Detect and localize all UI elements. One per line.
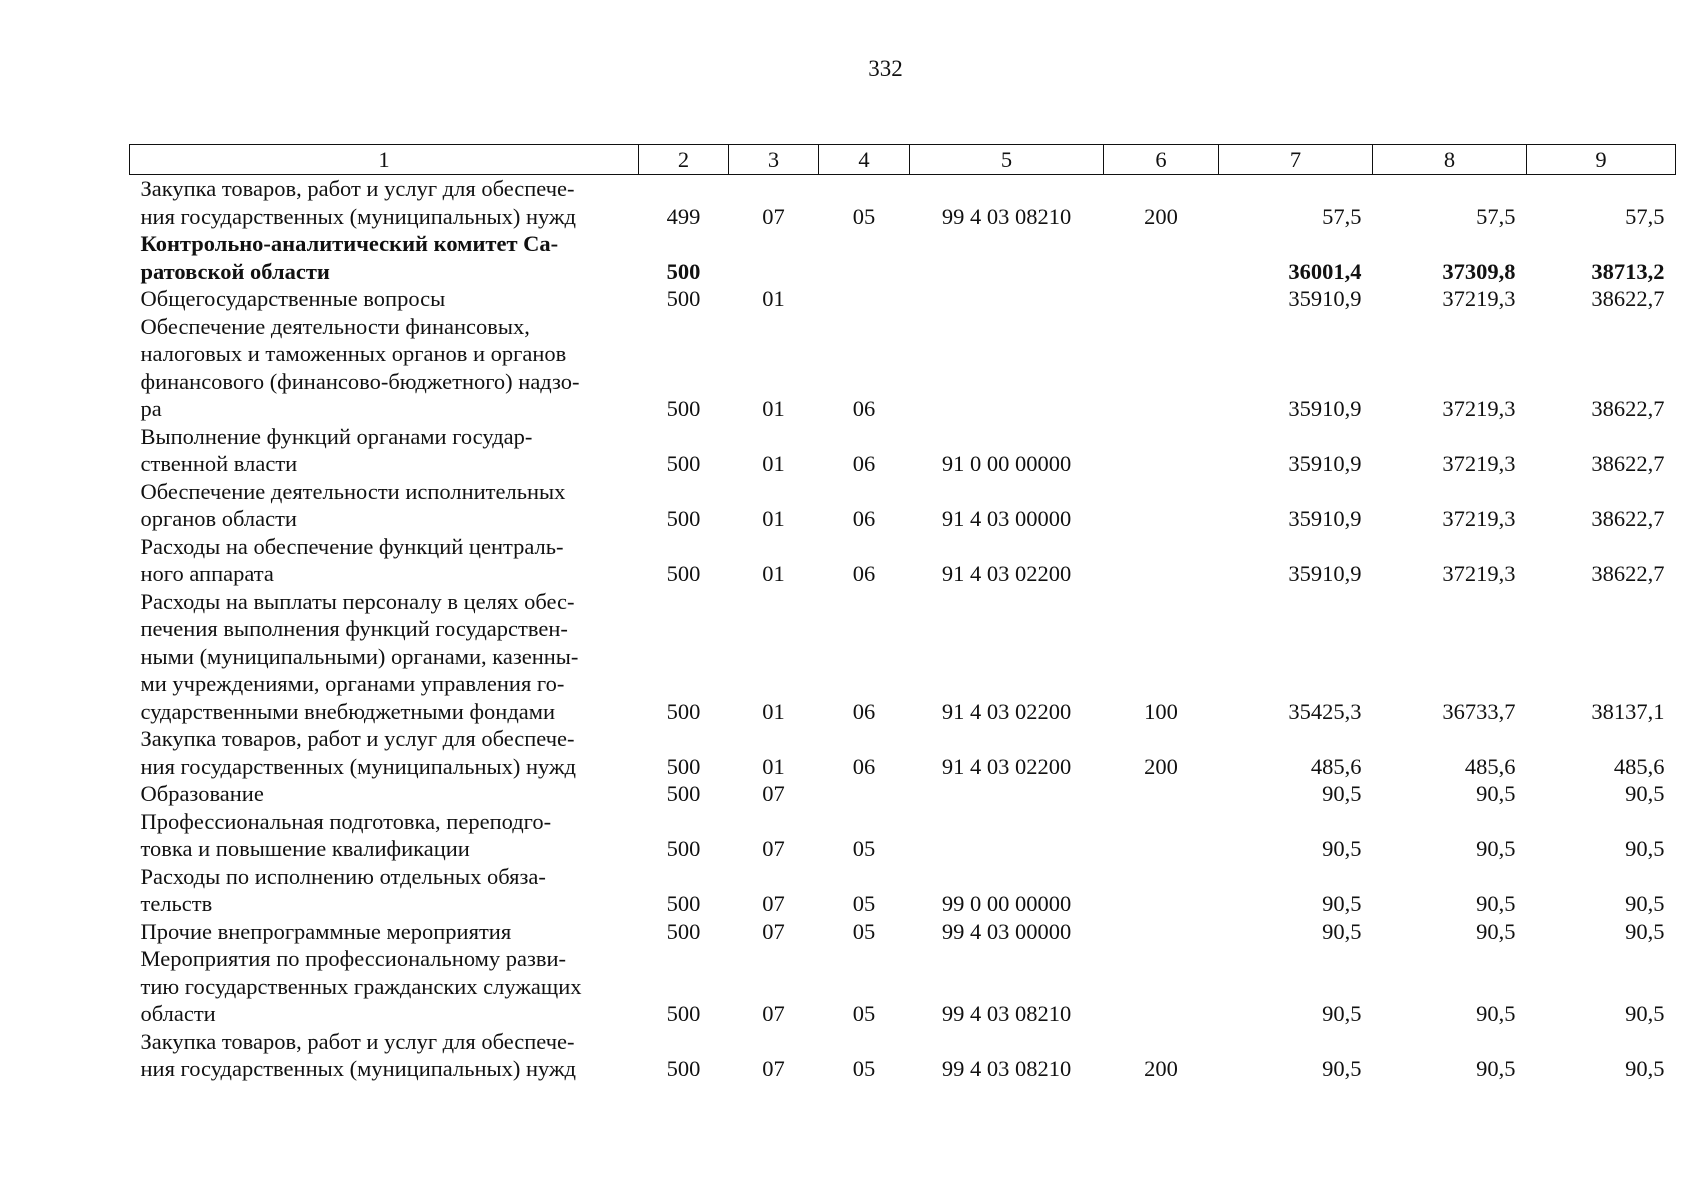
expense-type: 100 [1144, 698, 1178, 724]
amount-year-2: 90,5 [1476, 891, 1516, 916]
admin-code: 500 [666, 1056, 701, 1081]
row-name-line: Выполнение функций органами государ- [140, 423, 533, 449]
row-name-line: тельств [140, 891, 213, 916]
row-name [130, 725, 639, 780]
amount-year-1: 35910,9 [1288, 286, 1362, 311]
section-code: 07 [762, 918, 785, 944]
row-name-line: товка и повышение квалификации [140, 836, 470, 861]
subsection-code: 05 [852, 891, 876, 916]
row-name-line: Прочие внепрограммные мероприятия [140, 918, 512, 944]
admin-code: 500 [666, 396, 701, 421]
target-article: 91 4 03 00000 [941, 506, 1072, 531]
section-code: 07 [762, 891, 785, 916]
expense-type [1104, 808, 1219, 863]
row-name-line: ния государственных (муниципальных) нужд [140, 753, 576, 779]
row-name-line: ния государственных (муниципальных) нужд [140, 203, 576, 229]
row-name-line: ния государственных (муниципальных) нужд [140, 1056, 576, 1081]
column-header: 7 [1219, 145, 1373, 175]
column-header: 5 [910, 145, 1104, 175]
row-name-line: сударственными внебюджетными фондами [140, 698, 556, 724]
subsection-code: 05 [852, 1056, 876, 1081]
section-code [729, 230, 819, 285]
row-name-line: органов области [140, 506, 297, 531]
section-code: 01 [762, 396, 785, 421]
table-row [130, 285, 1676, 313]
expense-type [1104, 918, 1219, 946]
admin-code: 500 [666, 918, 701, 944]
row-name-line: налоговых и таможенных органов и органов [140, 341, 567, 366]
table-row [130, 725, 1676, 780]
row-name [130, 918, 639, 946]
subsection-code [819, 230, 910, 285]
expense-type [1104, 423, 1219, 478]
admin-code: 500 [666, 561, 701, 586]
section-code: 01 [762, 286, 785, 311]
row-name-line: ными (муниципальными) органами, казенны- [140, 643, 579, 669]
expense-type [1104, 313, 1219, 423]
subsection-code: 06 [852, 698, 876, 724]
column-header: 2 [639, 145, 729, 175]
subsection-code [819, 285, 910, 313]
row-name-line: Закупка товаров, работ и услуг для обеспече- [140, 1028, 575, 1054]
admin-code: 500 [666, 836, 701, 861]
amount-year-2: 37219,3 [1442, 451, 1516, 476]
row-name-line: Закупка товаров, работ и услуг для обеспече- [140, 726, 575, 751]
row-name-line: ра [140, 396, 162, 421]
target-article: 91 4 03 02200 [941, 698, 1072, 724]
table-row [130, 1028, 1676, 1083]
column-header: 4 [819, 145, 910, 175]
row-name [130, 780, 639, 808]
table-row [130, 918, 1676, 946]
amount-year-1: 90,5 [1322, 918, 1362, 944]
row-name-line: ратовской области [140, 258, 330, 284]
amount-year-3: 38137,1 [1591, 698, 1665, 724]
row-name [130, 588, 639, 726]
amount-year-3: 38622,7 [1591, 451, 1665, 476]
amount-year-1: 35425,3 [1288, 698, 1362, 724]
amount-year-2: 90,5 [1476, 1001, 1516, 1026]
row-name-line: тию государственных гражданских служащих [140, 973, 582, 999]
section-code: 01 [762, 451, 785, 476]
table-row [130, 313, 1676, 423]
row-name [130, 945, 639, 1028]
amount-year-1: 35910,9 [1288, 451, 1362, 476]
row-name-line: Обеспечение деятельности финансовых, [140, 313, 530, 339]
row-name [130, 230, 639, 285]
section-code: 01 [762, 698, 785, 724]
section-code: 01 [762, 506, 785, 531]
amount-year-1: 36001,4 [1288, 258, 1362, 284]
row-name-line: Мероприятия по профессиональному разви- [140, 946, 567, 971]
amount-year-3: 38622,7 [1591, 506, 1665, 531]
target-article: 99 4 03 08210 [941, 203, 1072, 229]
target-article: 99 4 03 08210 [941, 1056, 1072, 1081]
row-name-line: Профессиональная подготовка, переподго- [140, 808, 552, 834]
table-row [130, 808, 1676, 863]
budget-table [129, 144, 1676, 1083]
row-name-line: ного аппарата [140, 561, 274, 586]
expense-type [1104, 780, 1219, 808]
target-article: 99 0 00 00000 [941, 891, 1072, 916]
expense-type: 200 [1144, 753, 1178, 779]
row-name-line: Общегосударственные вопросы [140, 286, 446, 311]
amount-year-3: 38622,7 [1591, 286, 1665, 311]
target-article: 99 4 03 00000 [941, 918, 1072, 944]
admin-code: 500 [666, 781, 701, 806]
amount-year-2: 485,6 [1464, 753, 1516, 779]
amount-year-3: 38622,7 [1591, 396, 1665, 421]
column-header: 6 [1104, 145, 1219, 175]
admin-code: 500 [666, 258, 701, 284]
amount-year-3: 90,5 [1625, 891, 1665, 916]
amount-year-2: 37309,8 [1442, 258, 1516, 284]
table-row [130, 588, 1676, 726]
amount-year-1: 35910,9 [1288, 561, 1362, 586]
column-header: 9 [1527, 145, 1676, 175]
amount-year-2: 57,5 [1476, 203, 1516, 229]
table-row [130, 863, 1676, 918]
amount-year-3: 485,6 [1613, 753, 1665, 779]
amount-year-1: 90,5 [1322, 1056, 1362, 1081]
row-name [130, 533, 639, 588]
table-row [130, 533, 1676, 588]
target-article [910, 780, 1104, 808]
amount-year-3: 38713,2 [1591, 258, 1665, 284]
row-name [130, 285, 639, 313]
header-row [130, 145, 1676, 175]
expense-type [1104, 945, 1219, 1028]
admin-code: 500 [666, 1001, 701, 1026]
amount-year-2: 37219,3 [1442, 506, 1516, 531]
table-row [130, 780, 1676, 808]
amount-year-2: 36733,7 [1442, 698, 1516, 724]
column-header: 8 [1373, 145, 1527, 175]
row-name-line: Расходы на выплаты персоналу в целях обес- [140, 588, 575, 614]
amount-year-1: 90,5 [1322, 891, 1362, 916]
amount-year-1: 35910,9 [1288, 396, 1362, 421]
subsection-code: 06 [852, 396, 876, 421]
amount-year-2: 37219,3 [1442, 396, 1516, 421]
amount-year-3: 90,5 [1625, 1001, 1665, 1026]
target-article: 99 4 03 08210 [941, 1001, 1072, 1026]
subsection-code: 06 [852, 753, 876, 779]
amount-year-3: 90,5 [1625, 918, 1665, 944]
amount-year-1: 485,6 [1310, 753, 1362, 779]
target-article [910, 808, 1104, 863]
table-row [130, 175, 1676, 231]
amount-year-3: 90,5 [1625, 1056, 1665, 1081]
amount-year-3: 90,5 [1625, 781, 1665, 806]
amount-year-2: 90,5 [1476, 918, 1516, 944]
admin-code: 500 [666, 698, 701, 724]
amount-year-2: 37219,3 [1442, 561, 1516, 586]
expense-type [1104, 230, 1219, 285]
section-code: 01 [762, 561, 785, 586]
row-name [130, 313, 639, 423]
row-name-line: Расходы по исполнению отдельных обяза- [140, 863, 546, 889]
table-row [130, 945, 1676, 1028]
column-header: 1 [130, 145, 639, 175]
row-name-line: печения выполнения функций государствен- [140, 616, 568, 641]
row-name-line: Закупка товаров, работ и услуг для обеспече- [140, 176, 575, 201]
expense-type: 200 [1144, 1056, 1178, 1081]
row-name-line: Образование [140, 781, 264, 806]
amount-year-3: 90,5 [1625, 836, 1665, 861]
subsection-code [819, 780, 910, 808]
subsection-code: 05 [852, 203, 876, 229]
amount-year-1: 57,5 [1322, 203, 1362, 229]
admin-code: 500 [666, 286, 701, 311]
column-header: 3 [729, 145, 819, 175]
subsection-code: 06 [852, 561, 876, 586]
amount-year-1: 35910,9 [1288, 506, 1362, 531]
section-code: 07 [762, 1001, 785, 1026]
admin-code: 500 [666, 506, 701, 531]
table-body [130, 175, 1676, 1083]
expense-type [1104, 863, 1219, 918]
table-row [130, 423, 1676, 478]
subsection-code: 06 [852, 451, 876, 476]
amount-year-3: 57,5 [1625, 203, 1665, 229]
admin-code: 500 [666, 891, 701, 916]
amount-year-2: 90,5 [1476, 836, 1516, 861]
row-name-line: ми учреждениями, органами управления го- [140, 671, 565, 696]
table-row [130, 230, 1676, 285]
admin-code: 499 [666, 203, 701, 229]
target-article: 91 4 03 02200 [941, 753, 1072, 779]
admin-code: 500 [666, 753, 701, 779]
row-name-line: Контрольно-аналитический комитет Са- [140, 231, 559, 256]
page-number: 332 [868, 56, 903, 81]
amount-year-1: 90,5 [1322, 836, 1362, 861]
row-name [130, 863, 639, 918]
subsection-code: 05 [852, 836, 876, 861]
row-name [130, 1028, 639, 1083]
amount-year-1: 90,5 [1322, 781, 1362, 806]
row-name [130, 423, 639, 478]
row-name-line: ственной власти [140, 451, 298, 476]
row-name-line: Обеспечение деятельности исполнительных [140, 478, 566, 504]
row-name [130, 478, 639, 533]
section-code: 07 [762, 203, 785, 229]
row-name-line: Расходы на обеспечение функций централь- [140, 533, 564, 559]
subsection-code: 05 [852, 1001, 876, 1026]
amount-year-2: 90,5 [1476, 781, 1516, 806]
amount-year-3: 38622,7 [1591, 561, 1665, 586]
amount-year-2: 37219,3 [1442, 286, 1516, 311]
admin-code: 500 [666, 451, 701, 476]
target-article: 91 0 00 00000 [941, 451, 1072, 476]
amount-year-1: 90,5 [1322, 1001, 1362, 1026]
row-name [130, 175, 639, 231]
section-code: 07 [762, 781, 785, 806]
section-code: 01 [762, 753, 785, 779]
amount-year-2: 90,5 [1476, 1056, 1516, 1081]
target-article [910, 230, 1104, 285]
subsection-code: 05 [852, 918, 876, 944]
target-article: 91 4 03 02200 [941, 561, 1072, 586]
expense-type: 200 [1144, 203, 1178, 229]
target-article [910, 313, 1104, 423]
section-code: 07 [762, 1056, 785, 1081]
table-row [130, 478, 1676, 533]
row-name-line: области [140, 1001, 216, 1026]
section-code: 07 [762, 836, 785, 861]
target-article [910, 285, 1104, 313]
expense-type [1104, 478, 1219, 533]
subsection-code: 06 [852, 506, 876, 531]
expense-type [1104, 533, 1219, 588]
expense-type [1104, 285, 1219, 313]
row-name [130, 808, 639, 863]
row-name-line: финансового (финансово-бюджетного) надзо- [140, 368, 580, 394]
